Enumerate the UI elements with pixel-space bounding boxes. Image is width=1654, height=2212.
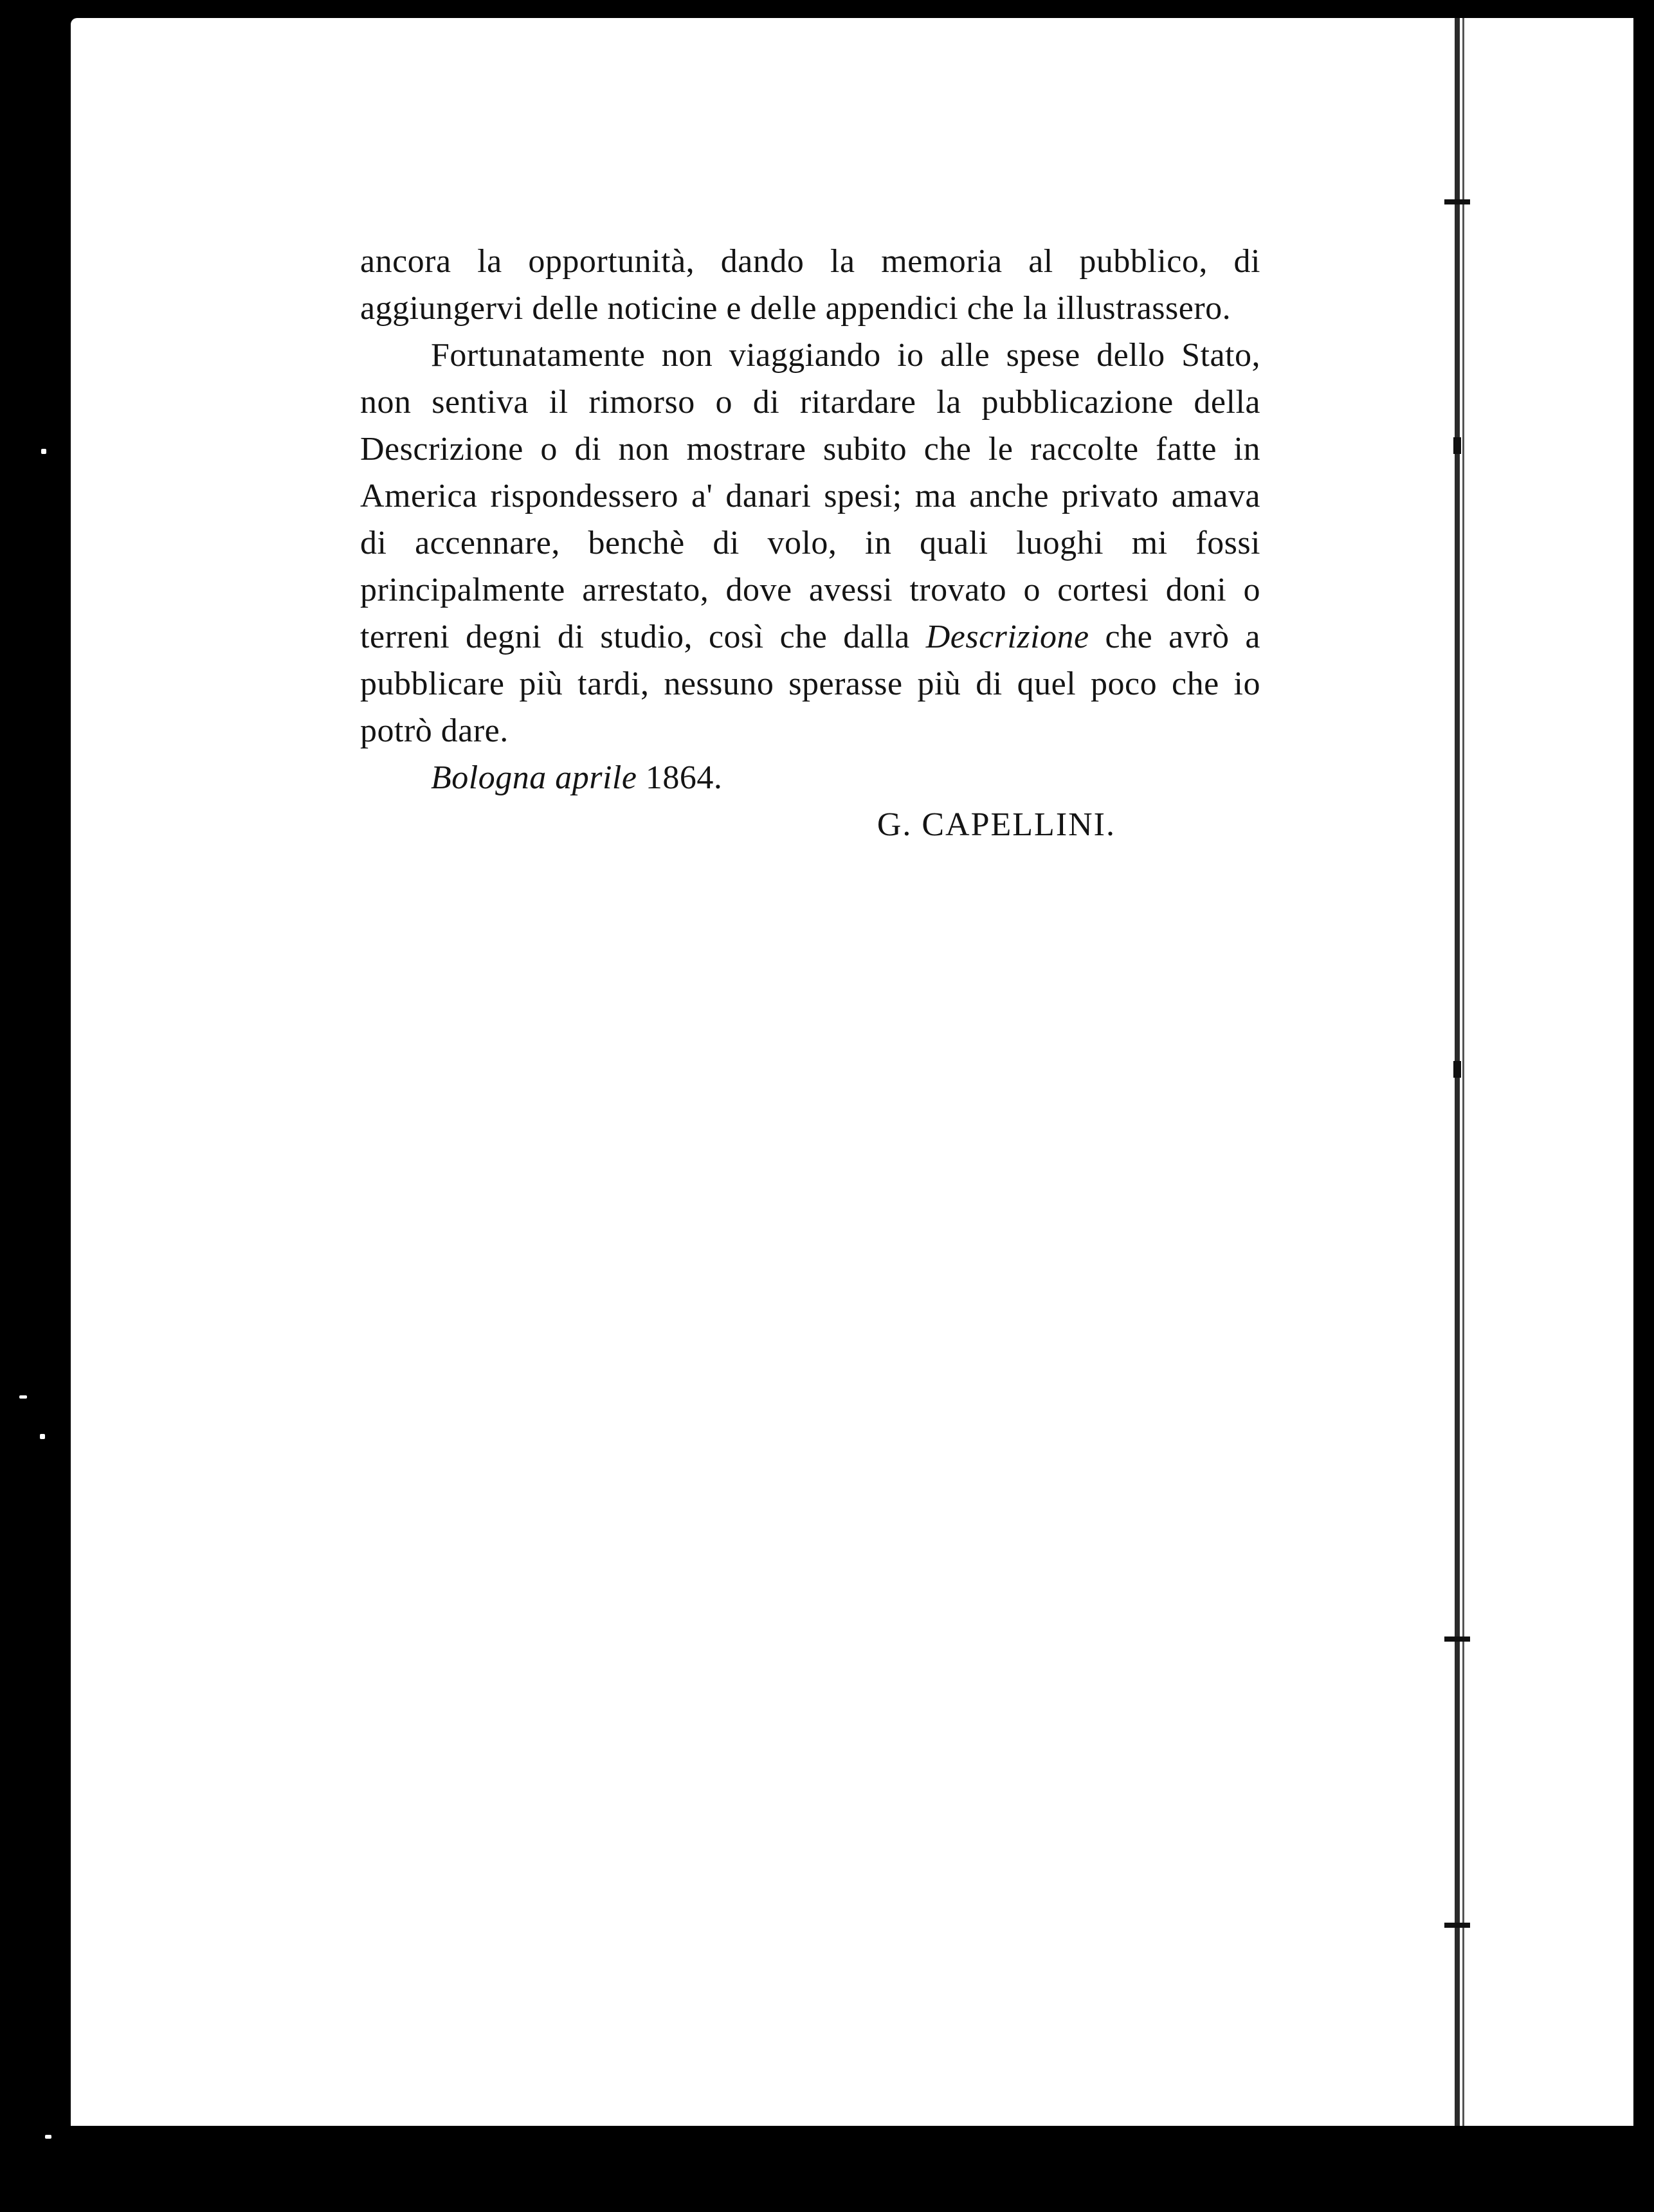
emphasis-descrizione: Descrizione	[925, 619, 1089, 655]
paragraph-2-tail: che avrò a pubblicare più tardi, nessuno sperasse più di quel poco che io potrò dare.	[360, 619, 1260, 749]
binding-stitch	[1453, 437, 1461, 454]
dateline-year: 1864.	[645, 759, 723, 796]
dateline	[360, 754, 1260, 801]
paragraph-1: ancora la opportunità, dando la memoria al pubblico, di aggiungervi delle noticine e delle appendici che la illustrassero.	[360, 243, 1260, 327]
paragraph-2-text: Fortunatamente non viaggiando io alle spese dello Stato, non sentiva il rimorso o di ritardare la pubblicazione della Descrizione o di non mostrare subito che le raccolte fatte in America rispondessero a' danari spesi; ma anche privato amava di accennare, benchè di volo, in quali luoghi mi fossi principalmente arrestato, dove avessi trovato o cortesi doni o terreni degni di studio, così che dalla	[360, 337, 1260, 655]
facing-page-edge	[1466, 18, 1633, 2126]
binding-stitch	[1444, 1636, 1470, 1642]
binding-stitch	[1444, 1923, 1470, 1928]
dateline-place: Bologna aprile	[431, 759, 637, 796]
binding-gutter-inner	[1462, 18, 1464, 2126]
signature: G. CAPELLINI.	[877, 806, 1116, 843]
body-text	[360, 238, 1260, 848]
binding-stitch	[1444, 199, 1470, 204]
scan-speck	[45, 2135, 51, 2139]
scan-speck	[41, 449, 46, 454]
paragraph-2	[360, 332, 1260, 754]
binding-stitch	[1453, 1061, 1461, 1078]
scan-speck	[19, 1395, 27, 1399]
scan-speck	[40, 1434, 45, 1439]
